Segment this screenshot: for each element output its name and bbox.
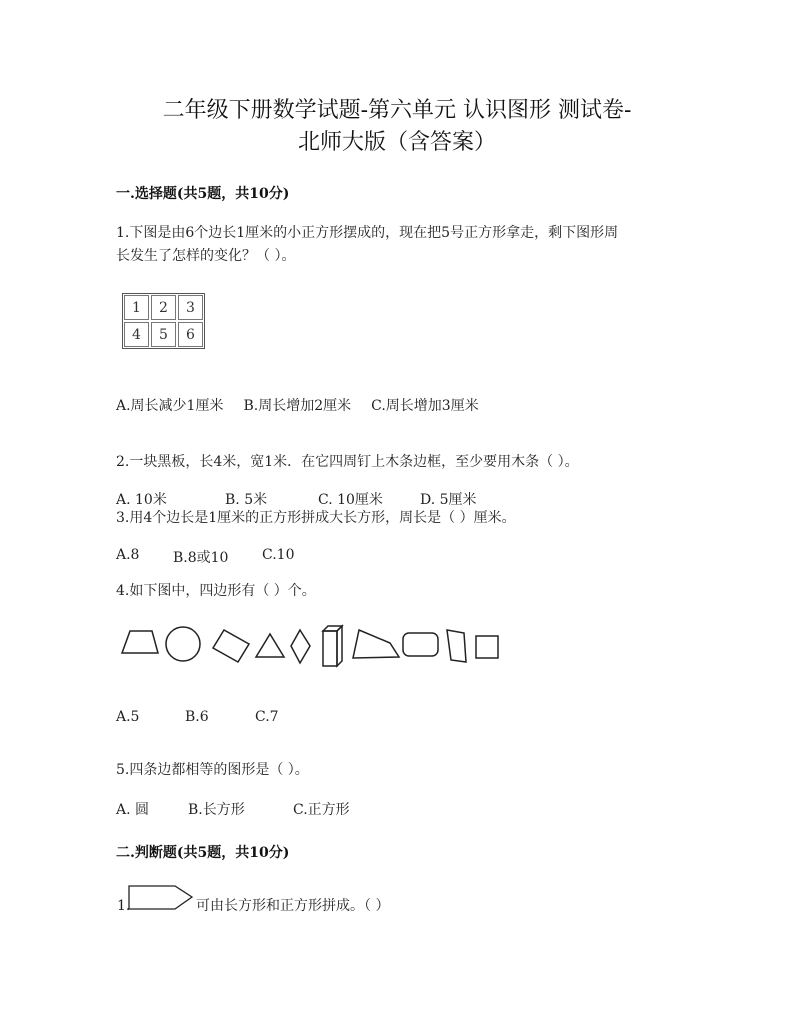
q4-options xyxy=(116,709,279,725)
q1-option-a[interactable]: A.周长减少1厘米 xyxy=(116,398,224,414)
rhombus-shape xyxy=(291,630,310,663)
grid-cell: 3 xyxy=(178,295,203,320)
triangle-shape xyxy=(256,634,284,657)
pentagon-arrow-figure xyxy=(127,883,195,913)
q4-option-a[interactable]: A.5 xyxy=(116,709,140,725)
irregular-quadrilateral-shape xyxy=(353,630,399,658)
section1-heading: 一.选择题(共5题，共10分) xyxy=(116,186,290,202)
q2-text: 2.一块黑板，长4米，宽1米．在它四周钉上木条边框，至少要用木条（ ）。 xyxy=(116,454,579,470)
q1-grid-figure xyxy=(122,293,205,349)
rotated-rectangle-shape xyxy=(213,630,249,662)
document-title-line1: 二年级下册数学试题-第六单元 认识图形 测试卷- xyxy=(162,98,632,123)
rounded-rectangle-shape xyxy=(403,633,438,656)
q3-options xyxy=(116,547,294,567)
grid-cell: 5 xyxy=(151,322,176,347)
q2-option-b[interactable]: B. 5米 xyxy=(225,492,268,508)
q3-text: 3.用4个边长是1厘米的正方形拼成大长方形，周长是（ ）厘米。 xyxy=(116,510,516,526)
document-title-line2: 北师大版（含答案） xyxy=(297,130,496,155)
q4-option-b[interactable]: B.6 xyxy=(185,709,209,725)
grid-cell: 2 xyxy=(151,295,176,320)
judge-q1-prefix: 1. xyxy=(117,898,131,914)
section2-heading: 二.判断题(共5题，共10分) xyxy=(116,845,290,861)
q5-option-a[interactable]: A. 圆 xyxy=(116,802,150,818)
q1-text-line2: 长发生了怎样的变化？（ ）。 xyxy=(116,248,296,264)
trapezoid-shape xyxy=(122,631,158,653)
judge-q1-text: 可由长方形和正方形拼成。（ ） xyxy=(196,898,390,914)
q2-options xyxy=(116,489,477,509)
q2-option-c[interactable]: C. 10厘米 xyxy=(318,492,383,508)
q1-text-line1: 1.下图是由6个边长1厘米的小正方形摆成的，现在把5号正方形拿走，剩下图形周 xyxy=(116,225,619,241)
q5-option-b[interactable]: B.长方形 xyxy=(188,802,245,818)
q3-option-b[interactable]: B.8或10 xyxy=(173,550,229,566)
q4-text: 4.如下图中，四边形有（ ）个。 xyxy=(116,583,316,599)
grid-cell: 4 xyxy=(124,322,149,347)
q5-option-c[interactable]: C.正方形 xyxy=(293,802,350,818)
q3-option-c[interactable]: C.10 xyxy=(262,547,295,563)
circle-shape xyxy=(166,627,200,661)
grid-cell: 1 xyxy=(124,295,149,320)
q1-option-b[interactable]: B.周长增加2厘米 xyxy=(243,398,352,414)
q4-shapes-figure xyxy=(118,620,508,672)
q4-option-c[interactable]: C.7 xyxy=(255,709,279,725)
slanted-quadrilateral-shape xyxy=(447,630,466,662)
q5-text: 5.四条边都相等的图形是（ ）。 xyxy=(116,762,309,778)
q3-option-a[interactable]: A.8 xyxy=(116,547,140,563)
cuboid-shape xyxy=(323,626,342,666)
square-shape xyxy=(476,636,498,658)
q2-option-d[interactable]: D. 5厘米 xyxy=(420,492,477,508)
q1-options xyxy=(116,395,479,415)
q2-option-a[interactable]: A. 10米 xyxy=(116,492,167,508)
q1-option-c[interactable]: C.周长增加3厘米 xyxy=(371,398,479,414)
grid-cell: 6 xyxy=(178,322,203,347)
q5-options xyxy=(116,799,350,819)
